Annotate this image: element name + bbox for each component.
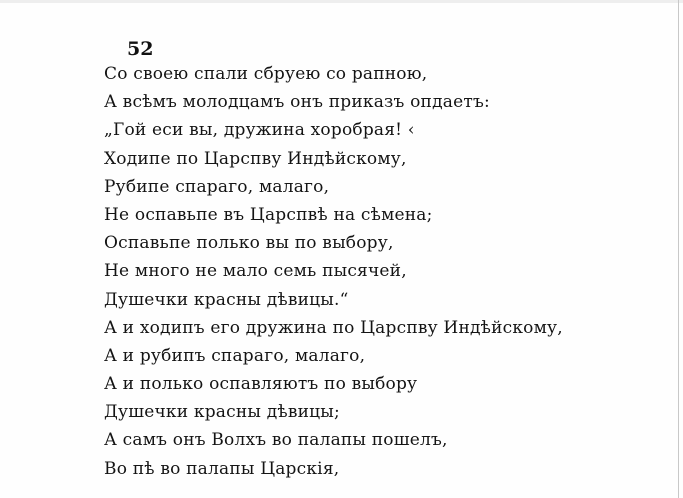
verse-line: А и ходипъ его дружина по Царспву Индѣйскому, <box>104 317 563 338</box>
verse-line: Оспавьпе полько вы по выбору, <box>104 233 394 254</box>
page-number: 52 <box>127 38 154 60</box>
verse-line: Душечки красны дѣвицы.“ <box>104 289 349 310</box>
verse-text <box>104 60 563 483</box>
verse-line: Не много не мало семь пысячей, <box>104 261 407 282</box>
verse-line: Ходипе по Царспву Индѣйскому, <box>104 148 407 169</box>
page-top-shadow <box>0 0 683 3</box>
verse-line: Душечки красны дѣвицы; <box>104 402 340 423</box>
verse-line: Рубипе спараго, малаго, <box>104 176 330 197</box>
verse-line: А всѣмъ молодцамъ онъ приказъ опдаетъ: <box>104 92 490 113</box>
verse-line: А и рубипъ спараго, малаго, <box>104 345 366 366</box>
verse-line: Не оспавьпе въ Царспвѣ на сѣмена; <box>104 204 433 225</box>
page-right-edge <box>678 0 679 498</box>
verse-line: „Гой еси вы, дружина хоробрая! ‹ <box>104 120 415 141</box>
verse-line: Во пѣ во палапы Царскія, <box>104 458 340 479</box>
verse-line: Со своею спали сбруею со рапною, <box>104 64 428 84</box>
verse-line: А самъ онъ Волхъ во палапы пошелъ, <box>104 430 448 451</box>
verse-line: А и полько оспавляютъ по выбору <box>104 374 418 395</box>
